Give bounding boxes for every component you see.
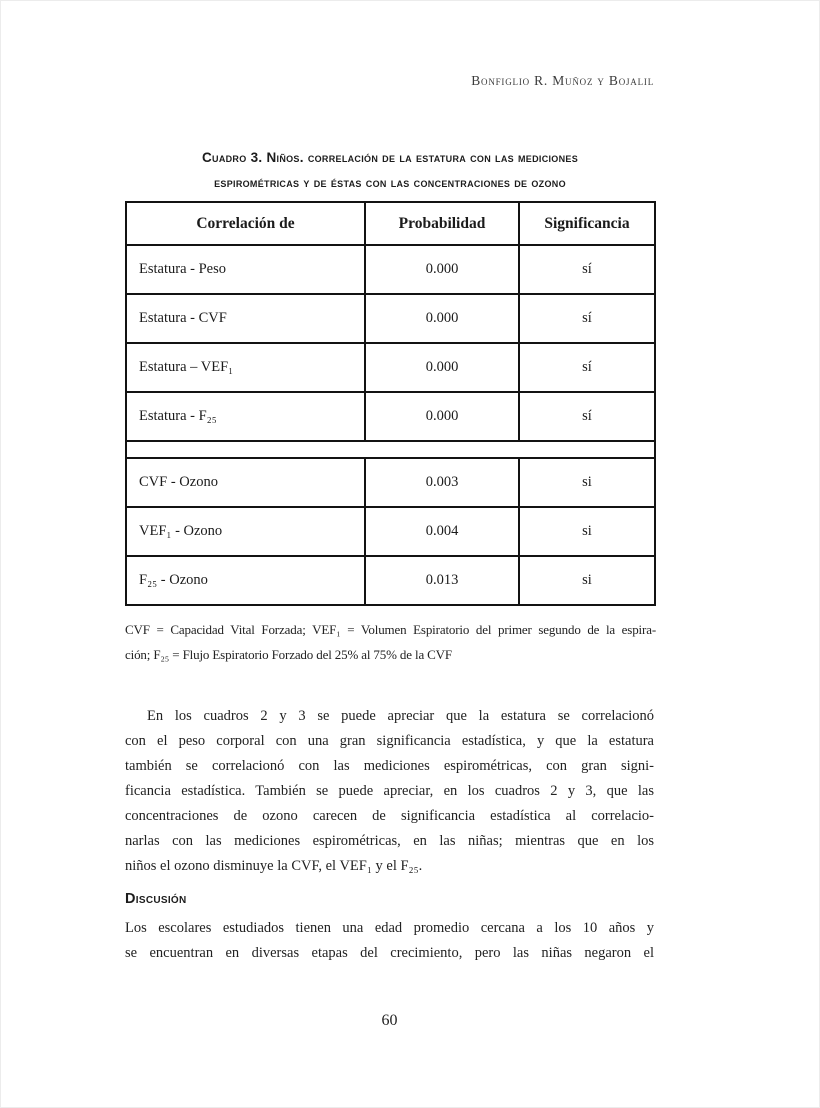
paragraph-line: Los escolares estudiados tienen una edad promedio cercana a los 10 años y — [125, 920, 654, 936]
table-row — [126, 245, 655, 294]
paragraph-line: se encuentran en diversas etapas del crecimiento, pero las niñas negaron el — [125, 945, 654, 961]
paragraph-line: ficancia estadística. También se puede apreciar, en los cuadros 2 y 3, que las — [125, 783, 654, 799]
table-row — [126, 343, 655, 392]
column-header-probabilidad: Probabilidad — [365, 202, 519, 245]
table-separator-row — [126, 441, 655, 458]
table-header-row — [126, 202, 655, 245]
cell-correlation: CVF - Ozono — [126, 458, 365, 507]
table-title-line-1: Cuadro 3. Niños. correlación de la estatura con las mediciones — [201, 150, 579, 165]
column-header-correlacion: Correlación de — [126, 202, 365, 245]
column-header-significancia: Significancia — [519, 202, 655, 245]
cell-significance: sí — [519, 343, 655, 392]
cell-significance: si — [519, 507, 655, 556]
cell-significance: sí — [519, 245, 655, 294]
cell-correlation: VEF₁ - Ozono — [126, 507, 365, 556]
table-row — [126, 458, 655, 507]
cell-correlation: F₂₅ - Ozono — [126, 556, 365, 605]
cell-probability: 0.000 — [365, 245, 519, 294]
footnote-line-2: ción; F₂₅ = Flujo Espiratorio Forzado del 25% al 75% de la CVF — [125, 647, 452, 662]
paragraph-line: concentraciones de ozono carecen de significancia estadística al correlacio- — [125, 808, 654, 824]
cell-significance: si — [519, 458, 655, 507]
discussion-paragraph — [125, 916, 654, 966]
body-paragraph — [125, 704, 654, 879]
cell-correlation: Estatura - CVF — [126, 294, 365, 343]
table-row — [126, 507, 655, 556]
cell-probability: 0.000 — [365, 294, 519, 343]
cell-correlation: Estatura – VEF₁ — [126, 343, 365, 392]
paragraph-line: narlas con las mediciones espirométricas, en las niñas; mientras que en los — [125, 833, 654, 849]
cell-probability: 0.004 — [365, 507, 519, 556]
paragraph-line: con el peso corporal con una gran significancia estadística, y que la estatura — [125, 733, 654, 749]
paragraph-line: niños el ozono disminuye la CVF, el VEF₁ y el F₂₅. — [125, 858, 423, 874]
cell-significance: sí — [519, 392, 655, 441]
table-title-line-2: espirométricas y de éstas con las concentraciones de ozono — [214, 175, 566, 190]
paragraph-line: también se correlacionó con las mediciones espirométricas, con gran signi- — [125, 758, 654, 774]
cell-correlation: Estatura - Peso — [126, 245, 365, 294]
table-footnote — [125, 617, 656, 667]
table-row — [126, 294, 655, 343]
running-header-author: Bonfiglio R. Muñoz y Bojalil — [471, 73, 654, 88]
paragraph-line: En los cuadros 2 y 3 se puede apreciar que la estatura se correlacionó — [147, 708, 654, 724]
correlation-table — [125, 201, 656, 606]
cell-probability: 0.013 — [365, 556, 519, 605]
table-row — [126, 392, 655, 441]
cell-probability: 0.000 — [365, 392, 519, 441]
table-row — [126, 556, 655, 605]
correlation-table-container — [125, 201, 656, 606]
cell-probability: 0.003 — [365, 458, 519, 507]
page-number: 60 — [381, 1012, 398, 1029]
cell-probability: 0.000 — [365, 343, 519, 392]
discussion-section-heading: Discusión — [125, 891, 187, 907]
footnote-line-1: CVF = Capacidad Vital Forzada; VEF₁ = Volumen Espiratorio del primer segundo de la espira- — [125, 622, 656, 637]
cell-significance: sí — [519, 294, 655, 343]
table-title — [105, 145, 675, 195]
cell-significance: si — [519, 556, 655, 605]
separator-cell — [126, 441, 655, 458]
cell-correlation: Estatura - F₂₅ — [126, 392, 365, 441]
